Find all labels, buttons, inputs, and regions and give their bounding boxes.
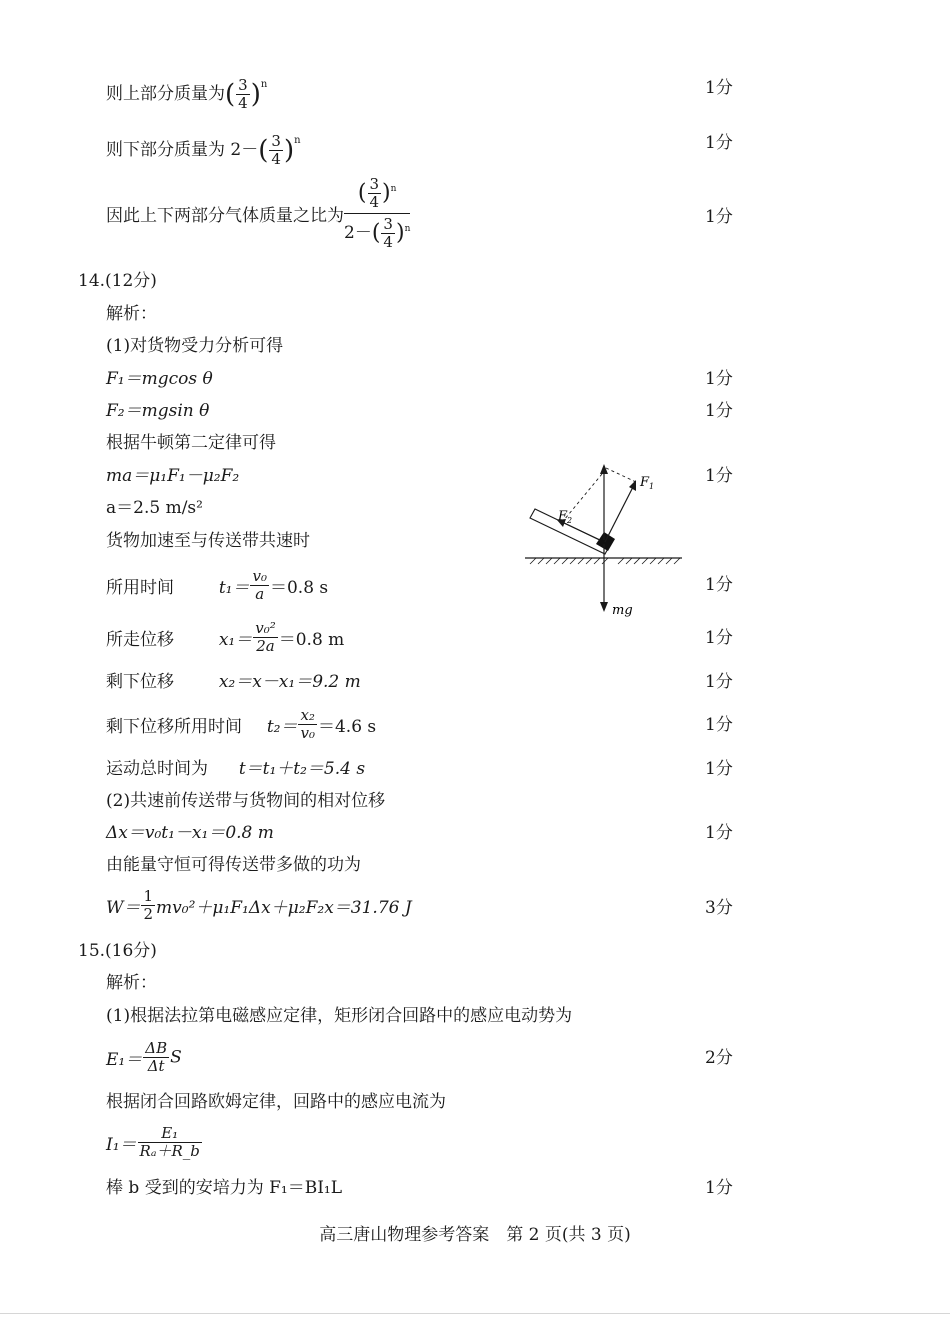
score: 1分 — [705, 575, 733, 595]
ohm-text: 根据闭合回路欧姆定律，回路中的感应电流为 — [106, 1092, 446, 1112]
lower-mass-line: 则下部分质量为 2－( $\frac{3}{4}$ )$^n$ — [106, 132, 301, 168]
part2-text: (2)共速前传送带与货物间的相对位移 — [106, 791, 386, 811]
ground-hatch — [530, 558, 680, 564]
lower-mass-text: 则下部分质量为 2－ — [106, 140, 259, 160]
newton-text: 根据牛顿第二定律可得 — [106, 433, 276, 453]
part1-text: (1)根据法拉第电磁感应定律，矩形闭合回路中的感应电动势为 — [106, 1006, 573, 1026]
exponent: n — [294, 135, 301, 146]
force-diagram — [520, 458, 690, 623]
total-time-line — [106, 758, 365, 780]
score: 1分 — [705, 672, 733, 692]
score: 1分 — [705, 78, 733, 98]
f2-equation: F₂＝mgsin θ — [106, 401, 210, 421]
displacement-line: 所走位移 x₁＝ $\frac{\text{v₀²}}{2a}$ ＝0.8 m — [106, 619, 345, 655]
svg-text:2: 2 — [567, 516, 573, 525]
page-footer: 高三唐山物理参考答案 第 2 页(共 3 页) — [319, 1225, 631, 1245]
fraction: $\frac{3}{4}$ — [271, 132, 281, 168]
score: 2分 — [705, 1048, 733, 1068]
exponent: n — [260, 79, 268, 90]
f2-label: F — [558, 509, 568, 524]
svg-text:1: 1 — [649, 482, 655, 491]
current-equation: I₁＝ $\frac{\text{E₁}}{\text{Rₐ＋R\_b}}$ — [106, 1124, 200, 1160]
total-time-equation: t＝t₁＋t₂＝5.4 s — [238, 759, 366, 779]
score: 1分 — [705, 1178, 733, 1198]
remaining-label: 剩下位移 — [106, 672, 174, 692]
analysis-label: 解析： — [106, 304, 157, 324]
displacement-label: 所走位移 — [106, 630, 174, 650]
work-equation: W＝ $\frac{1}{2}$ mv₀²＋μ₁F₁Δx＋μ₂F₂x＝31.76 J — [106, 887, 412, 923]
emf-equation: E₁＝ $\frac{\Delta B}{\Delta t}$ S — [106, 1039, 182, 1075]
score: 3分 — [705, 898, 733, 918]
analysis-label: 解析： — [106, 973, 157, 993]
score: 1分 — [705, 715, 733, 735]
f1-equation: F₁＝mgcos θ — [106, 369, 213, 389]
fraction: $\frac{3}{4}$ — [238, 76, 248, 112]
ratio-fraction: ( $\frac{3}{4}$ )$^n$ 2－( $\frac{3}{4}$ )$^n$ — [344, 175, 411, 251]
remaining-equation: x₂＝x－x₁＝9.2 m — [218, 672, 361, 692]
remaining-line — [106, 671, 361, 693]
bottom-divider — [0, 1313, 950, 1314]
score: 1分 — [705, 133, 733, 153]
energy-text: 由能量守恒可得传送带多做的功为 — [106, 855, 361, 875]
q14-heading: 14.(12分) — [78, 271, 157, 291]
upper-mass-text: 则上部分质量为 — [106, 84, 225, 104]
ma-equation: ma＝μ₁F₁－μ₂F₂ — [106, 466, 240, 486]
ampere-force-text: 棒 b 受到的安培力为 F₁＝BI₁L — [106, 1178, 343, 1198]
q15-heading: 15.(16分) — [78, 941, 157, 961]
remaining-time-line: 剩下位移所用时间 t₂＝ $\frac{\text{x₂}}{\text{v₀}}$ ＝4.6 s — [106, 706, 377, 742]
remaining-time-label: 剩下位移所用时间 — [106, 717, 242, 737]
time-used-line: 所用时间 t₁＝ $\frac{\text{v₀}}{a}$ ＝0.8 s — [106, 567, 329, 603]
score: 1分 — [705, 823, 733, 843]
total-time-label: 运动总时间为 — [106, 759, 208, 779]
score: 1分 — [705, 759, 733, 779]
part1-text: (1)对货物受力分析可得 — [106, 336, 284, 356]
score: 1分 — [705, 401, 733, 421]
score: 1分 — [705, 628, 733, 648]
dx-equation: Δx＝v₀t₁－x₁＝0.8 m — [106, 823, 274, 843]
ratio-line — [106, 176, 410, 251]
time-used-label: 所用时间 — [106, 578, 174, 598]
score: 1分 — [705, 207, 733, 227]
a-equation: a＝2.5 m/s² — [106, 498, 203, 518]
ratio-text: 因此上下两部分气体质量之比为 — [106, 206, 344, 226]
accel-text: 货物加速至与传送带共速时 — [106, 531, 310, 551]
f1-label: F — [640, 475, 650, 490]
score: 1分 — [705, 466, 733, 486]
score: 1分 — [705, 369, 733, 389]
upper-mass-line: 则上部分质量为( $\frac{3}{4}$ )$^n$ — [106, 76, 268, 112]
mg-label: mg — [612, 603, 633, 618]
